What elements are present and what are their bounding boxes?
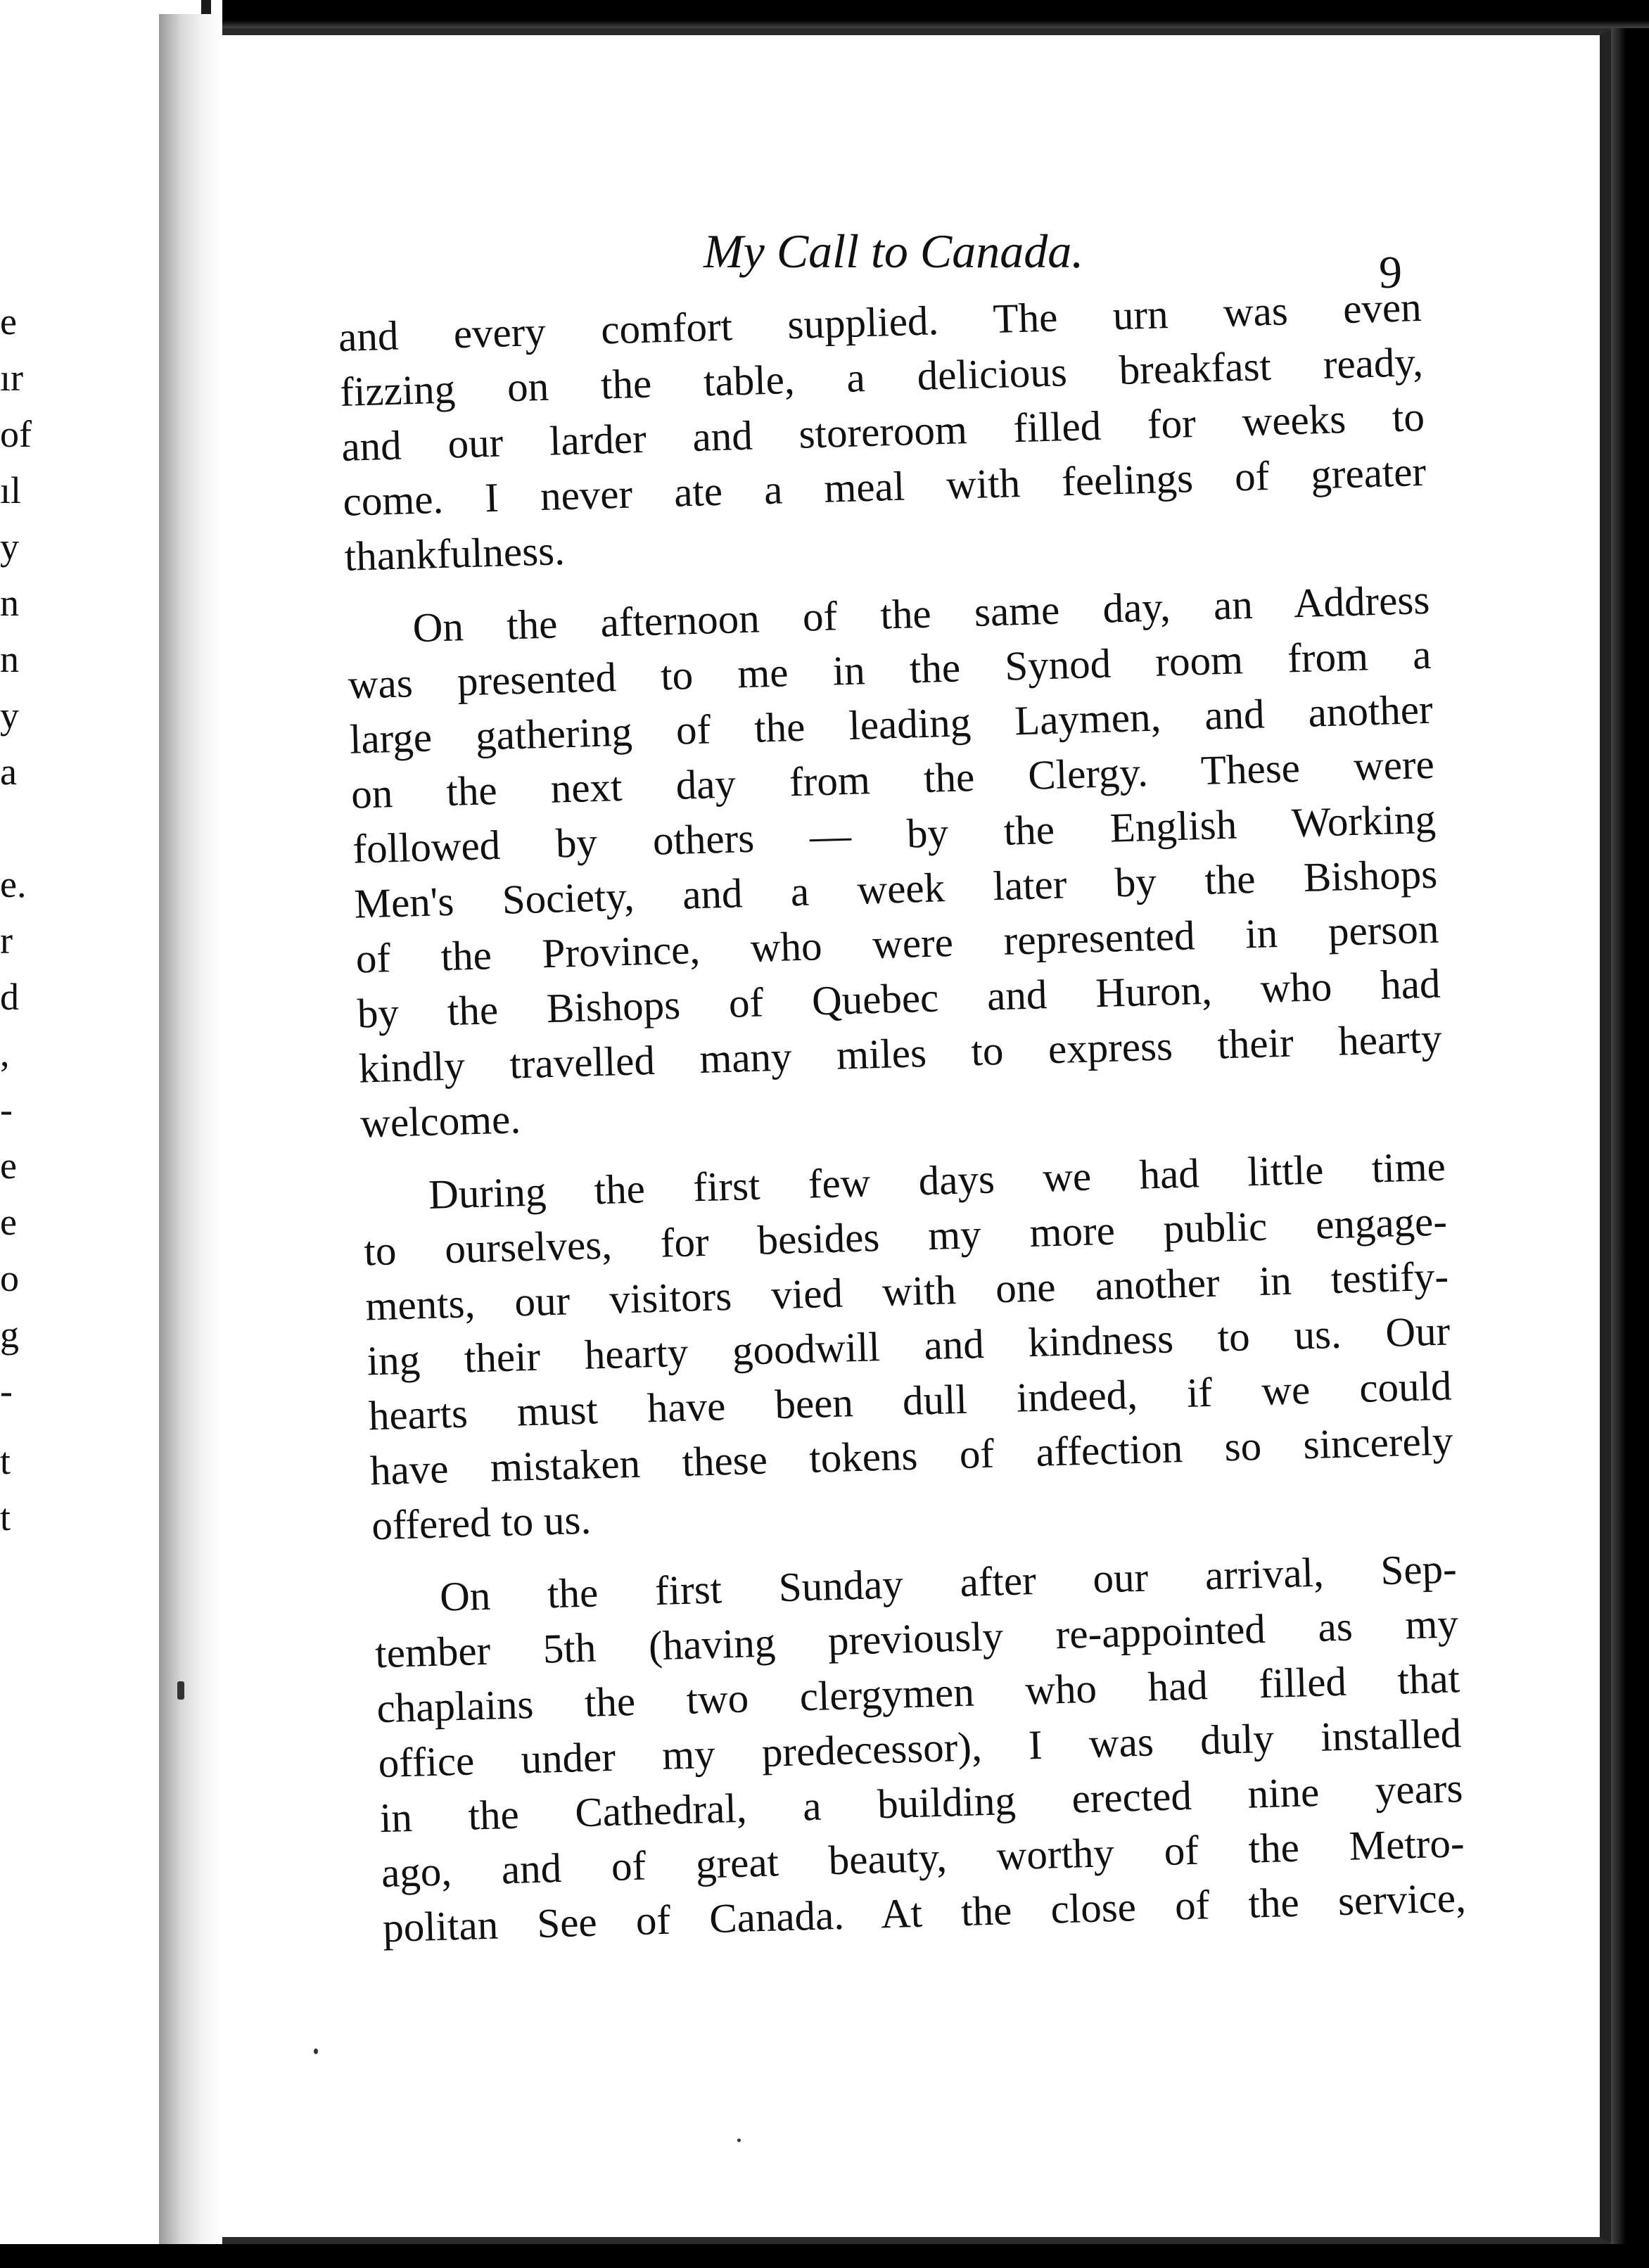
page-number: 9: [1379, 247, 1402, 298]
text-line: and our larder and storeroom filled for weeks to: [340, 393, 1425, 470]
text-line: politan See of Canada. At the close of the service,: [382, 1874, 1467, 1951]
left-page-fragment: e: [0, 1145, 17, 1187]
text-line: kindly travelled many miles to express their hearty: [358, 1014, 1443, 1092]
left-page-fragment: -: [0, 1088, 13, 1130]
text-line: large gathering of the leading Laymen, and another: [349, 685, 1434, 763]
left-page-fragment: -: [0, 1370, 13, 1412]
left-page-fragment: g: [0, 1313, 19, 1356]
paragraph: [373, 1541, 1467, 1955]
paper-speck: [314, 2049, 318, 2054]
paragraph: [362, 1139, 1456, 1553]
text-line: ing their hearty goodwill and kindness to us. Our: [366, 1307, 1451, 1384]
left-page-fragment: e: [0, 1201, 17, 1243]
text-line: and every comfort supplied. The urn was even: [338, 283, 1422, 360]
text-line: in the Cathedral, a building erected nine years: [378, 1764, 1464, 1842]
running-head: My Call to Canada.: [703, 224, 1084, 278]
text-line: to ourselves, for besides my more public engage-: [363, 1197, 1448, 1275]
left-page-fragment: t: [0, 1496, 11, 1538]
text-line: on the next day from the Clergy. These were: [350, 740, 1435, 817]
left-page-fragment: ,: [0, 1032, 10, 1074]
text-line: fizzing on the table, a delicious breakfast ready,: [339, 338, 1424, 415]
text-line: welcome.: [359, 1095, 521, 1147]
left-page-fragment: of: [0, 413, 32, 455]
left-page-fragment: t: [0, 1440, 11, 1482]
text-line: Men's Society, and a week later by the Bishops: [353, 850, 1438, 927]
left-page-fragment: a: [0, 751, 17, 793]
text-line: of the Province, who were represented in person: [355, 905, 1440, 982]
left-page-fragment: d: [0, 976, 19, 1018]
scan-right-border: [1611, 28, 1649, 2268]
left-page-fragment: ıl: [0, 469, 22, 511]
text-line: During the first few days we had little time: [428, 1142, 1446, 1218]
text-line: On the first Sunday after our arrival, Sep-: [439, 1545, 1458, 1620]
text-line: On the afternoon of the same day, an Address: [412, 575, 1431, 651]
text-line: have mistaken these tokens of affection so sincerely: [369, 1417, 1454, 1494]
text-line: followed by others — by the English Working: [352, 795, 1437, 872]
left-page-fragment: n: [0, 638, 19, 680]
text-line: thankfulness.: [343, 527, 566, 580]
text-line: offered to us.: [371, 1496, 592, 1549]
paragraph: [346, 572, 1444, 1151]
text-line: ments, our visitors vied with one another in testify-: [364, 1252, 1449, 1330]
text-line: office under my predecessor), I was duly installed: [377, 1709, 1463, 1787]
text-line: chaplains the two clergymen who had filled that: [376, 1655, 1460, 1732]
text-line: by the Bishops of Quebec and Huron, who had: [357, 960, 1441, 1037]
paragraph: [338, 279, 1428, 584]
text-line: tember 5th (having previously re-appointed as my: [374, 1600, 1459, 1677]
paper-speck: [177, 1681, 184, 1700]
text-line: ago, and of great beauty, worthy of the Metro-: [381, 1819, 1465, 1897]
text-line: was presented to me in the Synod room from a: [347, 630, 1432, 708]
left-page-fragment: y: [0, 694, 19, 737]
left-page-fragment: y: [0, 525, 19, 568]
book-gutter-shadow: [159, 14, 222, 2258]
text-line: come. I never ate a meal with feelings of greater: [342, 447, 1427, 525]
left-page-fragment: r: [0, 919, 13, 962]
left-page-fragment: ır: [0, 357, 23, 399]
left-page-fragment: o: [0, 1257, 19, 1299]
left-page-fragment: n: [0, 582, 19, 624]
body-text: [338, 279, 1468, 2011]
left-page-fragment: e: [0, 300, 17, 343]
paper-speck: [737, 2139, 741, 2142]
scan-bottom-border: [0, 2244, 1649, 2268]
text-line: hearts must have been dull indeed, if we could: [367, 1362, 1453, 1439]
left-page-fragment: e.: [0, 863, 27, 905]
